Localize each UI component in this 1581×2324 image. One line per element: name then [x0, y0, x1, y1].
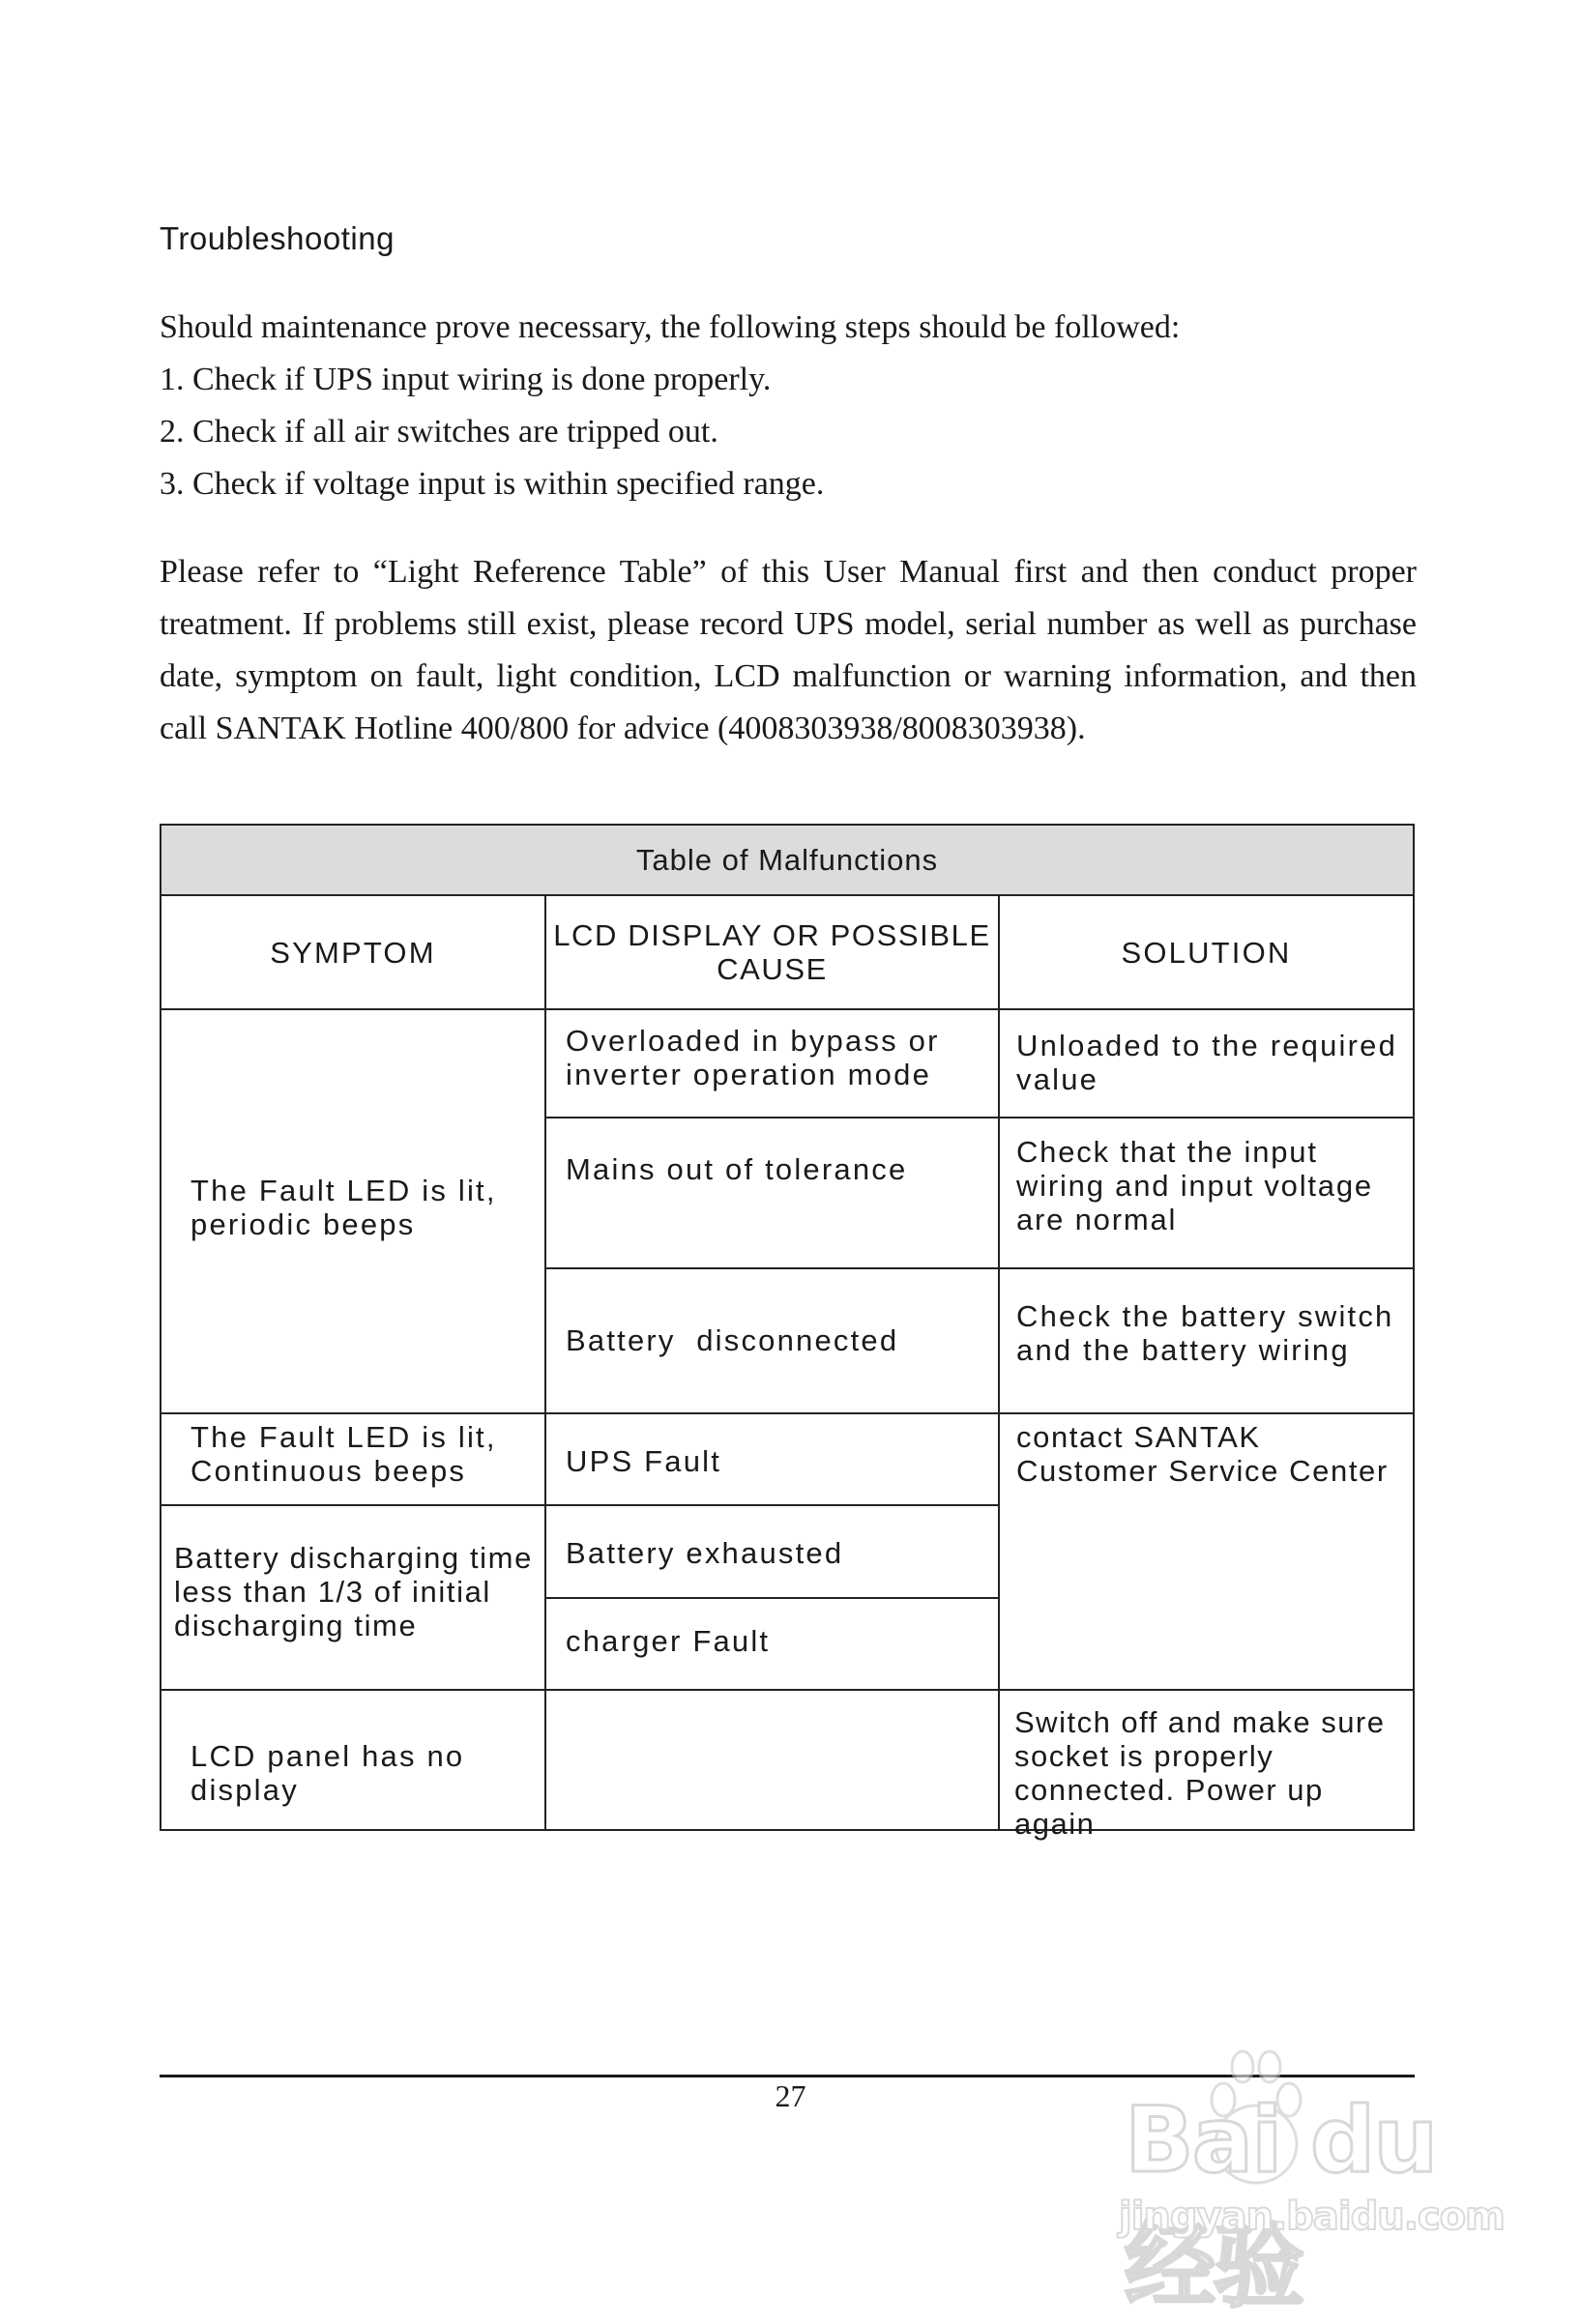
symptom-cell: Battery discharging time less than 1/3 of initial discharging time [174, 1541, 533, 1642]
watermark-url: jingyan.baidu.com [1119, 2194, 1505, 2239]
table-title: Table of Malfunctions [161, 826, 1413, 896]
row-divider [161, 1689, 1413, 1691]
cause-cell: Battery disconnected [566, 1323, 899, 1357]
row-divider [161, 1008, 1413, 1010]
row-divider [544, 1117, 1413, 1118]
symptom-cell: LCD panel has no display [190, 1739, 465, 1807]
step-item: 3. Check if voltage input is within specified range. [160, 466, 825, 502]
solution-cell: contact SANTAK Customer Service Center [1016, 1420, 1389, 1488]
row-divider [161, 1412, 1413, 1414]
watermark [1117, 2040, 1505, 2320]
cause-cell: Overloaded in bypass or inverter operation mode [566, 1024, 940, 1091]
cause-cell: Battery exhausted [566, 1536, 844, 1570]
step-item: 2. Check if all air switches are tripped out. [160, 414, 718, 450]
solution-cell: Switch off and make sure socket is properly connected. Power up again [1014, 1705, 1386, 1841]
step-item: 1. Check if UPS input wiring is done properly. [160, 362, 772, 397]
section-title: Troubleshooting [160, 220, 395, 256]
watermark-brand: Bai du 经验 [1125, 2088, 1437, 2320]
refer-paragraph [160, 546, 1417, 755]
symptom-cell: The Fault LED is lit, periodic beeps [190, 1174, 497, 1241]
row-divider [544, 1597, 998, 1599]
row-divider [544, 1267, 1413, 1269]
paragraph-line: Please refer to “Light Reference Table” of this User Manual first and then conduct proper [160, 554, 1417, 590]
malfunctions-table [160, 824, 1415, 1841]
row-divider [161, 1504, 998, 1506]
paragraph-line: date, symptom on fault, light condition, LCD malfunction or warning information, and then [160, 658, 1417, 694]
intro-paragraph [160, 302, 1417, 510]
solution-cell: Check that the input wiring and input voltage are normal [1016, 1135, 1373, 1236]
cause-cell: UPS Fault [566, 1444, 722, 1478]
cause-cell: charger Fault [566, 1624, 771, 1658]
intro-lead: Should maintenance prove necessary, the following steps should be followed: [160, 309, 1181, 345]
symptom-cell: The Fault LED is lit, Continuous beeps [190, 1420, 497, 1488]
column-header-solution: SOLUTION [1121, 935, 1292, 970]
solution-cell: Check the battery switch and the battery wiring [1016, 1299, 1394, 1367]
page-number: 27 [775, 2078, 806, 2113]
cause-cell: Mains out of tolerance [566, 1152, 908, 1186]
column-header-cause: LCD DISPLAY OR POSSIBLE CAUSE [553, 918, 991, 986]
column-header-symptom: SYMPTOM [270, 935, 436, 970]
paragraph-line: call SANTAK Hotline 400/800 for advice (4008303938/8008303938). [160, 711, 1086, 746]
solution-cell: Unloaded to the required value [1016, 1029, 1398, 1096]
paragraph-line: treatment. If problems still exist, please record UPS model, serial number as well as purchase [160, 606, 1417, 642]
